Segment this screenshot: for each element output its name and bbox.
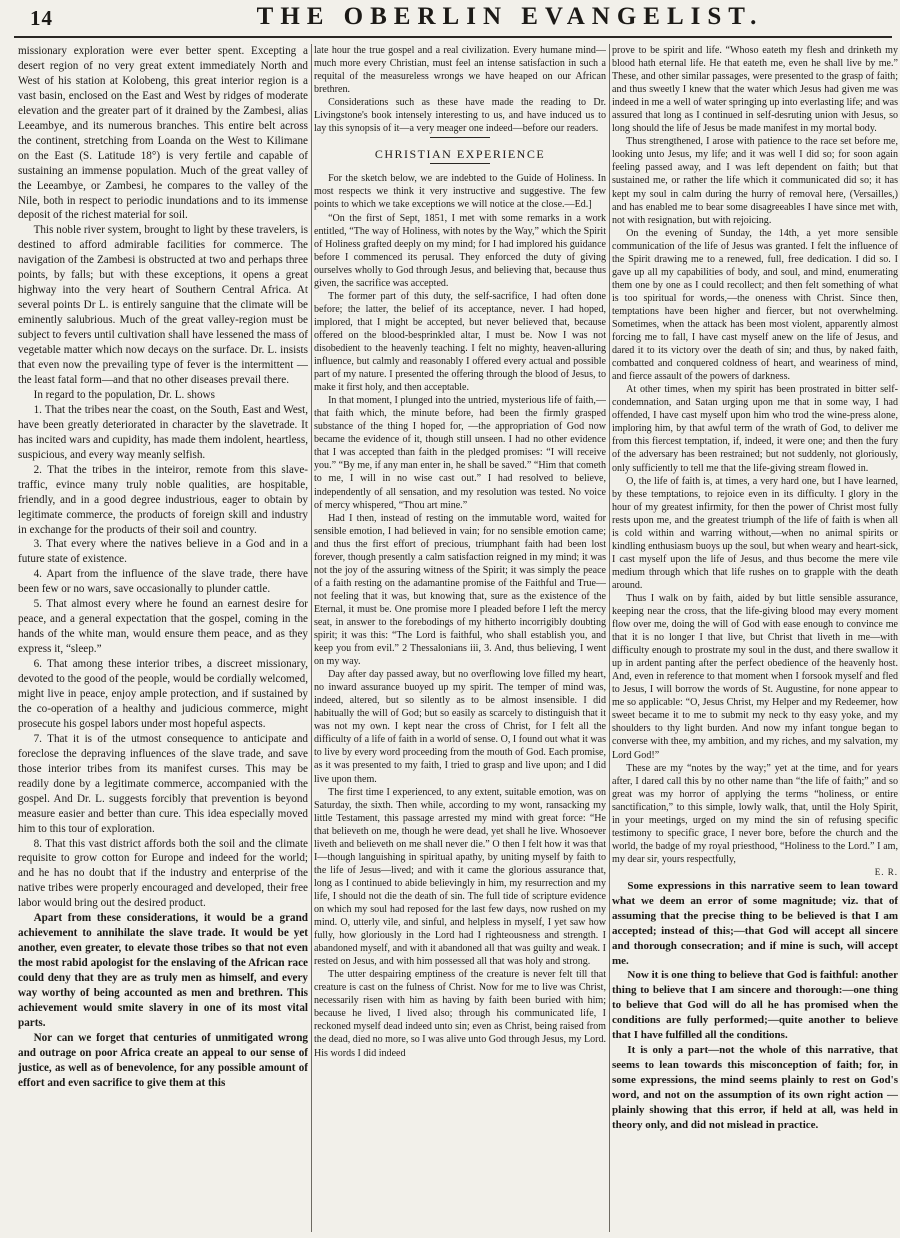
article-paragraph: Considerations such as these have made the reading to Dr. Livingstone's book intensely interesting to us, and have induced us to lay this synopsis of it—a very meager one indeed—before our readers. — [314, 97, 606, 135]
article-paragraph: It is only a part—not the whole of this narrative, that seems to lean towards this misconception of faith; for, in some expressions, the mind seems plainly to rest on God's word, and not on the assumption of its own right action —plainly showing that this error, if held at all, was held in theory only, and did not mislead in practice. — [612, 1043, 898, 1131]
article-paragraph: O, the life of faith is, at times, a very hard one, but I have learned, by these temptations, to rejoice even in its difficulty. I glory in the hour of my greatest infirmity, for then the power of Christ most fully rests upon me, and the greatest triumph of the life of faith is when all is cold within and warring without,—when no animal spirits or kindling enthusiasm buoys up the soul, but when weary and heart-sick, I cast myself upon the life of Jesus, and thus become the mere vile medium through which that life rushes on to grapple with the death around. — [612, 475, 898, 591]
editor-comment — [612, 879, 898, 1132]
page-header — [0, 0, 900, 40]
article-paragraph: This noble river system, brought to light by these travelers, is destined to afford admirable facilities for commerce. The navigation of the Zambesi is obstructed at two and perhaps three points, by falls; but with these exceptions, it opens a great highway into the very heart of Southern Central Africa. At several points Dr L. is entirely sanguine that the climate will be eminently salubrious. Much of the great valley-region must be subject to fevers until cultivation shall have lessened the mass of vegetable matter which now decays on the surface. Dr. L. insists that even now the prevailing type of fever is the intermittent —the least fatal form—and that no other diseases prevail there. — [18, 224, 308, 386]
article-paragraph: In that moment, I plunged into the untried, mysterious life of faith,—that faith which, the minute before, had been the firmly grasped substance of the thing I hoped for, —the appropriation of God now became the evidence of it, though still unseen. I had no other evidence that I was accepted than faith in the pledged promises: “I will receive you.” “By me, if any man enter in, he shall be saved.” “Him that cometh to me, I will in no wise cast out.” I had resolved to believe, independently of all sensation, and my resolution was tested. No voice of mercy whispered, “Thou art mine.” — [314, 395, 606, 511]
column-divider — [311, 44, 312, 1232]
article-paragraph: In regard to the population, Dr. L. shows — [33, 388, 215, 401]
masthead-title: THE OBERLIN EVANGELIST. — [256, 3, 764, 30]
section-rule — [430, 137, 490, 138]
narrative-continuation — [612, 44, 898, 879]
article-paragraph: 3. That every where the natives believe in a God and in a future state of existence. — [18, 538, 308, 566]
article-paragraph: At other times, when my spirit has been prostrated in bitter self-condemnation, and Satan urging upon me that in some way, I had offended, I have cast myself upon him who trod the wine-press alone, imploring him, by that awful term of the wrath of God, to deliver me from this fiercest temptation, if, indeed, it were one; and then the fury of the adversary has been restrained; but not suddenly, not gloriously, only sufficiently to tell me that the life-giving stream flowed in. — [612, 384, 898, 474]
article-paragraph: Had I then, instead of resting on the immutable word, waited for sensible emotion, I had believed in vain; for no sensible emotion came; and thus the first effort of precious, triumphant faith had been lost forever, though presently a calm satisfaction reigned in my mind; it was not the joy of the assuring witness of the Spirit; it was simply the peace of a faith resting on the adamantine promise of the Faithful and True—not feeling that it was, but knowing that, sure as the existence of the Eternal, it must be. One promise more I pleaded before I left the mercy seat, in answer to the forebodings of my hitherto incorrigibly doubting spirit; it was this: “The Lord is faithful, who shall establish you, and keep you from evil.” 2 Thessalonians iii, 3. And, thus believing, I went on my way. — [314, 512, 606, 668]
signature: E. R. — [874, 866, 898, 877]
section-rule — [430, 163, 490, 164]
column-3 — [612, 44, 898, 1234]
article-paragraph: late hour the true gospel and a real civilization. Every humane mind—much more every Christian, must feel an intense satisfaction in such a requital of the measureless wrongs we have heaped on our African brethren. — [314, 45, 606, 96]
article-paragraph: 6. That among these interior tribes, a discreet missionary, devoted to the good of the people, would be cordially welcomed, might live in peace, enjoy ample protection, and if sustained by the co-operation of a healthy and judicious commerce, might prosecute his gospel labors under most hopeful aspects. — [18, 658, 308, 730]
section-title: CHRISTIAN EXPERIENCE — [374, 147, 546, 162]
article-paragraph: 7. That it is of the utmost consequence to anticipate and foreclose the depraving influences of the slave trade, and save those interior tribes from its manifest curses. This may be readily done by a legitimate commerce, accompanied with the gospel. And Dr. L. suggests forcibly that prevention is beyond measure easier and better than cure. This idea especially moved him to this tour of exploration. — [18, 732, 308, 835]
article-paragraph: On the evening of Sunday, the 14th, a yet more sensible communication of the life of Jesus was granted. I felt the influence of the Spirit drawing me to a renewed, full, free dedication. I did so. I gave up all my capabilities of body, and soul, and mind, enumerating them one by one as I could recollect; and then felt something of what is too spiritual for words,—the oneness with Christ. Since then, temptations have been higher and fiercer, but not overwhelming. Sometimes, when the attack has been most violent, apparently almost forcing me to fall, I have cast myself anew on the life of Jesus, and dared it to its victory over the death of sin; and thus, by naked faith, combatted and conquered coldness of heart, and weariness of mind, and fierce assault of the powers of darkness. — [612, 227, 898, 383]
header-rule — [14, 36, 892, 38]
page-number: 14 — [30, 6, 53, 30]
article-paragraph: prove to be spirit and life. “Whoso eateth my flesh and drinketh my blood hath eternal life. He that eateth me, even he shall live by me.” These, and other similar passages, were presented to the grasp of faith; and thus sweetly I knew that the water which Jesus had given me was indeed in me a well of water springing up into everlasting life; and was assured that long as I continued in self-desruting union with Jesus, so long should the life of Jesus be made manifest in my mortal body. — [612, 45, 898, 135]
article-paragraph: For the sketch below, we are indebted to the Guide of Holiness. In most respects we think it very instructive and suggestive. The few points to which we take exceptions we will notice at the close.—Ed.] — [314, 173, 606, 211]
article-paragraph: Thus strengthened, I arose with patience to the race set before me, looking unto Jesus, my life; and it was well I did so; for soon again feeling passed away, and I was left dependent on faith; but that sustained me, or rather the life which it communicated did so; it has kept my soul in calm during the hurry of removal here, (Versailles,) and has enabled me to bear some disagreeables I have since met with, not with resignation, but with rejoicing. — [612, 136, 898, 226]
article-paragraph: Apart from these considerations, it would be a grand achievement to annihilate the slave trade. It would be yet another, even greater, to elevate those tribes so that not even the most rabid apologist for the enslaving of the African race could deny that they are as truly men as himself, and every way worthy of being accounted as men and brethren. This achievement would smite slavery in one of its most vital parts. — [18, 912, 308, 1029]
article-paragraph: These are my “notes by the way;” yet at the time, and for years after, I dared call this by no other name than “the life of faith;” and so great was my horror of applying the terms “holiness, or entire sanctification,” to this simple, lowly walk, that, until the Holy Spirit, in your meetings, urged on my mind the sin of refusing specific testimony to specific grace, I never bore, before the church and the world, the badge of my royal priesthood, “Holiness to the Lord.” I am, my dear sir, yours respectfully, — [612, 762, 898, 865]
article-paragraph: 2. That the tribes in the inteiror, remote from this slave-traffic, evince many truly noble qualities, are hospitable, friendly, and in a good degree industrious, eager to obtain by legitimate commerce, the products of foreign skill and industry in exchange for the products of their soil and country. — [18, 463, 308, 536]
article-paragraph: The first time I experienced, to any extent, suitable emotion, was on Saturday, the sixth. Then while, according to my wont, ransacking my little Testament, this passage arrested my mind with great force: “He that believeth on me, though he were dead, yet shall he live. Whosoever liveth and believeth on me shall never die.” O then I felt how it was that I—though languishing in spiritual apathy, by uniting myself by faith to the life of Jesus—lived; and with it came the glorious assurance that, long as I continued to abide believingly in him, my resurrection and my life, I should not die the death of sin. The full tide of scripture evidence on which my soul had reposed for the last few days, now rushed on my mind. O, utterly vile, and sinful, and helpless in myself, I yet saw how fully, how gloriously in the Lord had I righteousness and strength. I abandoned myself, and with it abandoned all that was guilty and weak. I rested on Jesus, and with him possessed all that was holy and strong. — [314, 786, 606, 968]
article-paragraph: Thus I walk on by faith, aided by but little sensible assurance, keeping near the cross, that the life-giving blood may every moment flow over me, doing the will of God with ease enough to convince me that it is no longer I that live, but Christ that liveth in me—with difficulty enough to prostrate my soul in the dust, and there swallow it up in ardent panting after the perfect obedience of the heavenly host. And, even in reference to that moment when I forsook myself and fled to Jesus, I will borrow the words of St. Augustine, for none appear to me so applicable: “O, Jesus Christ, my Helper and my Redeemer, how sweet became it to me to submit my neck to thy easy yoke, and my shoulders to thy light burden. And now my infant tongue began to converse with thee, my ambition, and my riches, and my salvation, my Lord God!” — [612, 592, 898, 761]
column-1 — [18, 44, 308, 1234]
article-paragraph: 5. That almost every where he found an earnest desire for peace, and a general expectation that the gospel, coming in the hands of the white man, would ensure them peace, and as they express it, “sleep.” — [18, 598, 308, 656]
article-paragraph: 1. That the tribes near the coast, on the South, East and West, have been greatly deteriorated in character by the slavetrade. It has incited wars and cupidity, has made them indolent, heartless, suspicious, and every way meanly selfish. — [18, 403, 308, 461]
article-paragraph: 4. Apart from the influence of the slave trade, there have been few or no wars, save occasionally to plunder cattle. — [18, 568, 308, 596]
article-paragraph: The utter despairing emptiness of the creature is never felt till that creature is cast on the fulness of Christ. Now for me to live was Christ, necessarily risen with him as having by faith been buried with him; because he lived, I lived also; through his communicated life, I reckoned myself dead indeed unto sin; even as Christ, being raised from the dead, died no more, so I was alive unto God through Jesus, my Lord. His words I did indeed — [314, 969, 606, 1059]
article-paragraph: Day after day passed away, but no overflowing love filled my heart, no inward assurance buoyed up my spirit. The temper of mind was, indeed, altered, but so silently as to be almost insensible. I did habitually the will of God; but so easily as scarcely to distinguish that it was not my own. I kept near the cross of Christ, for I felt all the difficulty of a life of faith in a world of sense. O, I found out what it was to live by every word proceeding from the mouth of God. Each promise, as it was presented to my faith, I tried to grasp and live upon; and I did live upon them. — [314, 669, 606, 785]
article-paragraph: Some expressions in this narrative seem to lean toward what we deem an error of some magnitude; viz. that of assuming that the precise thing to be believed is that I am accepted; instead of this;—that God will accept all sincere and thorough consecration; and if mine is such, will accept me. — [612, 880, 898, 967]
article-paragraph: Nor can we forget that centuries of unmitigated wrong and outrage on poor Africa create an appeal to our sense of justice, as well as of benevolence, for any possible amount of effort and even sacrifice to give them at this — [18, 1031, 308, 1089]
article-paragraph: Now it is one thing to believe that God is faithful: another thing to believe that I am sincere and thorough:—one thing to believe that God will do all he has promised when the conditions are fully performed;—quite another to believe that I have fulfilled all the conditions. — [612, 969, 898, 1042]
article-paragraph: “On the first of Sept, 1851, I met with some remarks in a work entitled, “The way of Holiness, with notes by the Way,” which the Spirit of Holiness grafted deeply on my mind; for I had implored his guidance before I commenced its perusal. They enforced the duty of giving ourselves wholly to God through Jesus, and believing that, because thus given, the sacrifice was accepted. — [314, 212, 606, 289]
article-paragraph: The former part of this duty, the self-sacrifice, I had often done before; the latter, the belief of its acceptance, never. I had hoped, implored, that I might be accepted, but never believed that, because offered on the blood-besprinkled altar, I must be. Now I was not disobedient to the heavenly teaching. I felt no mighty, heaven-alluring influence, but calmly and reasonably I offered every actual and possible part of my nature. I presented the offering through the blood of Jesus, to make it first holy, and then acceptable. — [314, 290, 606, 394]
article-paragraph: missionary exploration were ever better spent. Excepting a desert region of no very great extent immediately North and West of his station at Kolobeng, this great interior region is a vast basin, enclosed on the East and West by ridges of moderate elevation and the greater part of it drained by the Zambesi, alias Leeambye, and its numerous branches. This entire belt across the continent, stretching from Loanda on the West to Kilimane on the East (S. Latitude 18°) is very fertile and capable of sustaining an immense population. Much of the great valley of the Leeambye, or Zambesi, he compares to the valley of the Nile, both in respect to periodic inundations and to its immense deposit of the richest material for soil. — [18, 45, 308, 222]
article-closing — [18, 911, 308, 1090]
column-divider — [609, 44, 610, 1232]
column-2 — [314, 44, 606, 1234]
article-paragraph: 8. That this vast district affords both the soil and the climate requisite to grow cotton for Europe and indeed for the world; and he has no doubt that if the industry and enterprise of the native tribes were properly encouraged and developed, their free labor would bring out the desired product. — [18, 837, 308, 910]
